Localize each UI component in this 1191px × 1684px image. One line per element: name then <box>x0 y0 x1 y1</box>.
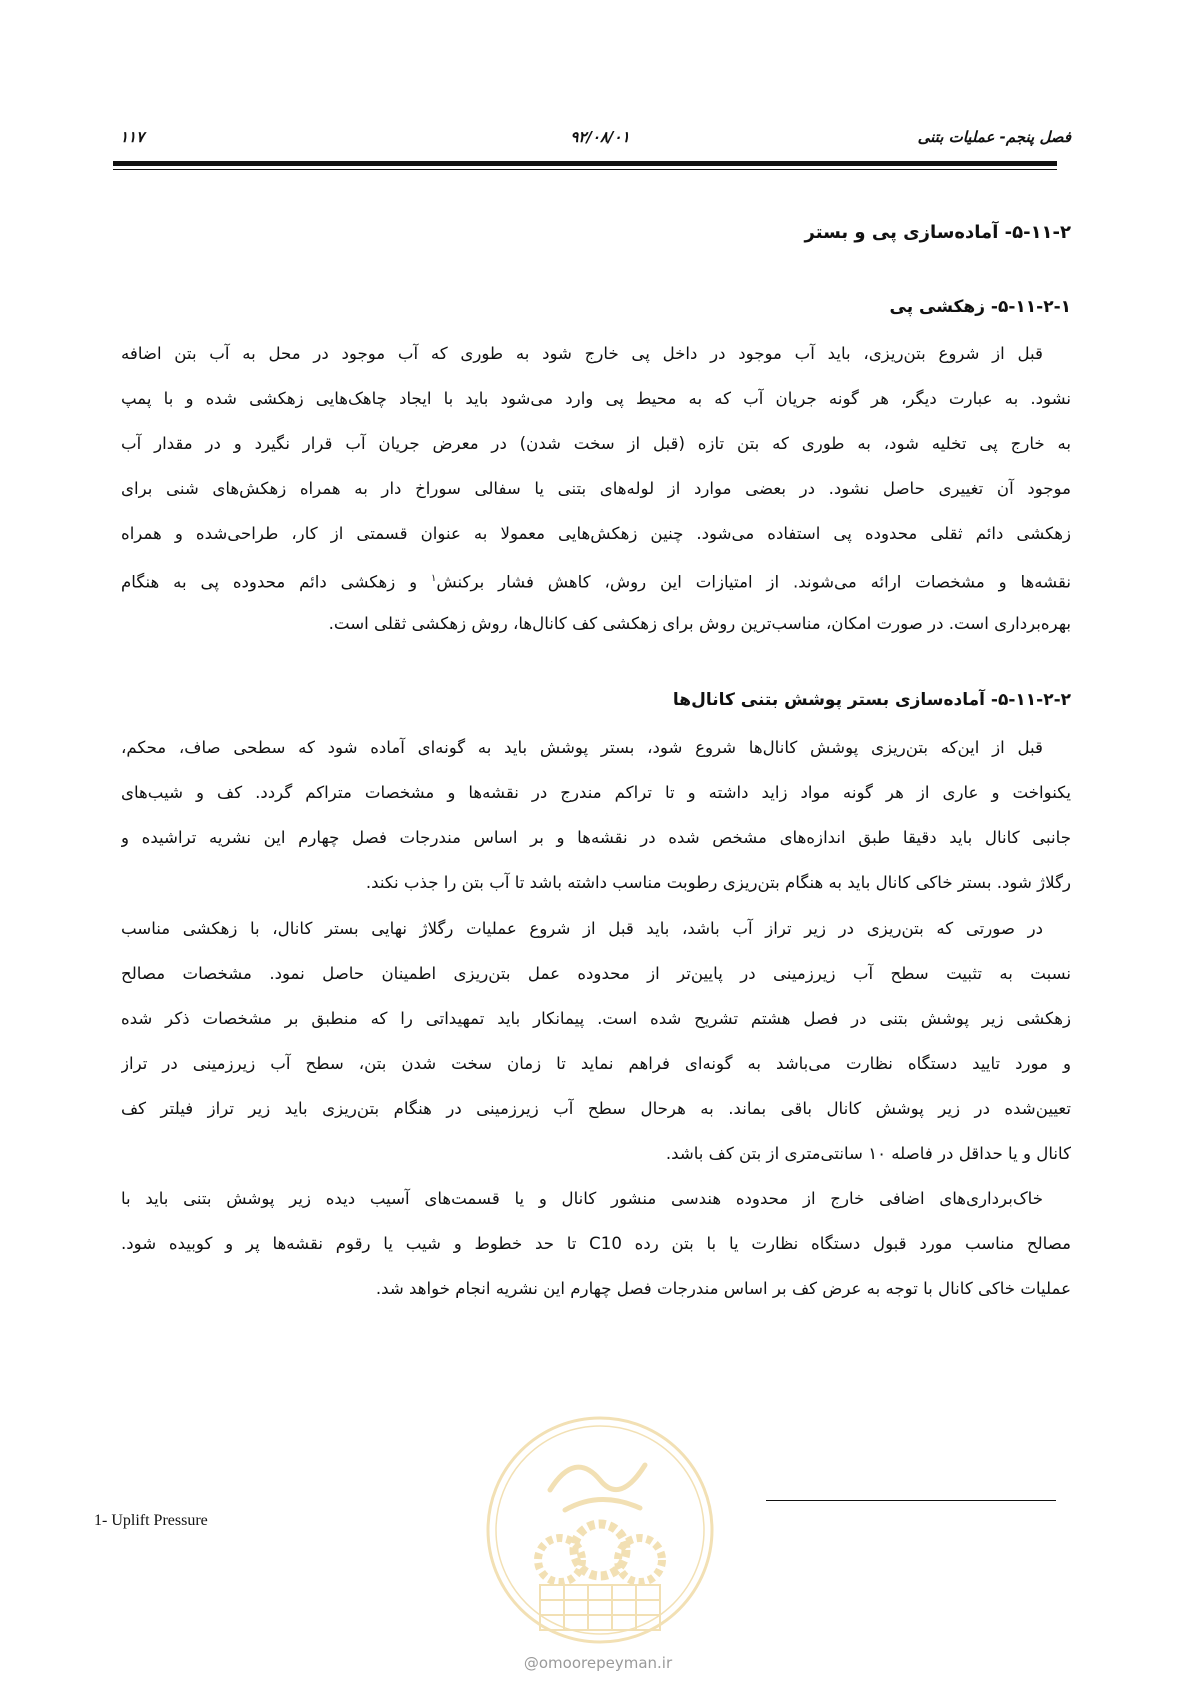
text-line: و مورد تایید دستگاه نظارت می‌باشد به گونه‌ای فراهم نماید تا زمان سخت شدن بتن، سطح آب زیرزمینی در تراز <box>121 1054 1071 1073</box>
text-line: خاک‌برداری‌های اضافی خارج از محدوده هندسی منشور کانال و یا قسمت‌های آسیب دیده زیر پوشش بتنی باید با <box>121 1189 1043 1208</box>
watermark-url-text: omoorepeyman.ir <box>538 1654 673 1672</box>
text-line: نسبت به تثبیت سطح آب زیرزمینی در پایین‌تر از محدوده عمل بتن‌ریزی اطمینان حاصل نمود. مشخصات مصالح <box>121 964 1071 983</box>
text-line: مصالح مناسب مورد قبول دستگاه نظارت یا با بتن رده C10 تا حد خطوط و شیب یا رقوم نقشه‌ها پر و کوبیده شود. <box>121 1234 1071 1253</box>
text-line: نشود. به عبارت دیگر، هر گونه جریان آب که به محیط پی وارد می‌شود باید با ایجاد چاهک‌هایی زهکشی شده و با پمپ <box>121 389 1071 408</box>
text-line: رگلاژ شود. بستر خاکی کانال باید به هنگام بتن‌ریزی رطوبت مناسب داشته باشد تا آب بتن را جذب نکند. <box>365 873 1071 892</box>
footnote-ref: ۱ <box>431 573 437 584</box>
text-line <box>121 564 1071 594</box>
text-line: عملیات خاکی کانال با توجه به عرض کف بر اساس مندرجات فصل چهارم این نشریه انجام خواهد شد. <box>375 1279 1071 1298</box>
text-line: زهکشی دائم ثقلی محدوده پی استفاده می‌شود. چنین زهکش‌هایی معمولا به عنوان قسمتی از کار، طراحی‌شده و همراه <box>121 524 1071 543</box>
watermark-url <box>488 1654 708 1672</box>
footnote-text: 1- Uplift Pressure <box>94 1512 208 1529</box>
text-line: به خارج پی تخلیه شود، به طوری که بتن تازه (قبل از سخت شدن) در معرض جریان آب قرار نگیرد و در مقدار آب <box>121 434 1071 453</box>
at-icon: @ <box>523 1654 539 1672</box>
footnote-rule <box>766 1500 1056 1501</box>
section-heading: ۵-۱۱-۲- آماده‌سازی پی و بستر <box>804 222 1071 243</box>
text-line: تعیین‌شده در زیر پوشش کانال باقی بماند. به هرحال سطح آب زیرزمینی در هنگام بتن‌ریزی باید زیر تراز فیلتر کف <box>121 1099 1071 1118</box>
page-number: ۱۱۷ <box>120 128 145 146</box>
running-header-chapter: فصل پنجم- عملیات بتنی <box>917 128 1071 146</box>
text-line: جانبی کانال باید دقیقا طبق اندازه‌های مشخص شده در نقشه‌ها و بر اساس مندرجات فصل چهارم این نشریه تراشیده و <box>121 828 1071 847</box>
subsection-heading-1: ۵-۱۱-۲-۱- زهکشی پی <box>889 297 1071 317</box>
text-line: بهره‌برداری است. در صورت امکان، مناسب‌ترین روش برای زهکشی کف کانال‌ها، روش زهکشی ثقلی است. <box>328 614 1071 633</box>
text-line: قبل از شروع بتن‌ریزی، باید آب موجود در داخل پی خارج شود به طوری که آب موجود در محل به آب بتن اضافه <box>121 344 1043 363</box>
watermark-logo-icon <box>480 1410 720 1650</box>
text-line: در صورتی که بتن‌ریزی در زیر تراز آب باشد، باید قبل از شروع عملیات رگلاژ نهایی بستر کانال، با زهکشی مناسب <box>121 919 1043 938</box>
running-header-date: ۹۲/۰۸/۰۱ <box>570 128 630 146</box>
header-rule-thick <box>113 161 1057 166</box>
text-line: کانال و یا حداقل در فاصله ۱۰ سانتی‌متری از بتن کف باشد. <box>665 1144 1071 1163</box>
text-line: موجود آن تغییری حاصل نشود. در بعضی موارد از لوله‌های بتنی یا سفالی سوراخ دار به همراه زهکش‌های شنی برای <box>121 479 1071 498</box>
text-line: زهکشی زیر پوشش بتنی در فصل هشتم تشریح شده است. پیمانکار باید تمهیداتی را که منطبق بر مشخصات ذکر شده <box>121 1009 1071 1028</box>
text-run: و زهکشی دائم محدوده پی به هنگام <box>121 572 431 592</box>
subsection-heading-2: ۵-۱۱-۲-۲- آماده‌سازی بستر پوشش بتنی کانال‌ها <box>672 690 1071 710</box>
text-run: نقشه‌ها و مشخصات ارائه می‌شوند. از امتیازات این روش، کاهش فشار برکنش <box>436 572 1071 592</box>
text-line: یکنواخت و عاری از هر گونه مواد زاید داشته و تا تراکم مندرج در نقشه‌ها و مشخصات متراکم گردد. کف و شیب‌های <box>121 783 1071 802</box>
text-line: قبل از این‌که بتن‌ریزی پوشش کانال‌ها شروع شود، بستر پوشش باید به گونه‌ای آماده شود که سطحی صاف، محکم، <box>121 738 1043 757</box>
header-rule-thin <box>113 169 1057 170</box>
